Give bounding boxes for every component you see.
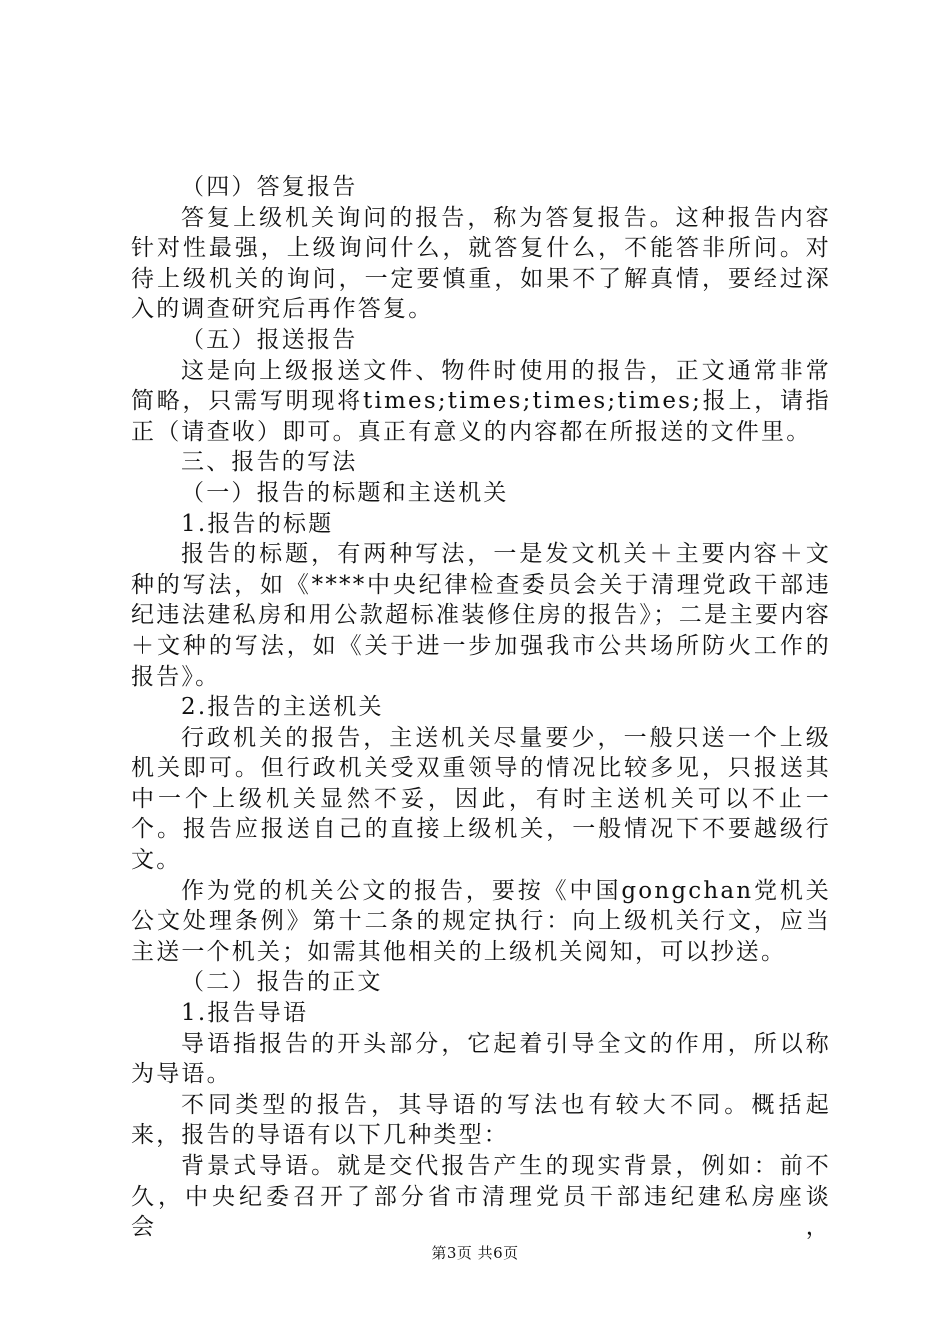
page-footer: 第3页 共6页 [431,1244,519,1262]
section-heading: （二）报告的正文 [181,969,383,996]
body-paragraph: 作为党的机关公文的报告，要按《中国gongchan党机关公文处理条例》第十二条的规定执行：向上级机关行文，应当主送一个机关；如需其他相关的上级机关阅知，可以抄送。 [131,877,831,965]
subsection-heading: 2.报告的主送机关 [181,694,384,721]
section-heading: （一）报告的标题和主送机关 [181,479,509,506]
body-paragraph: 这是向上级报送文件、物件时使用的报告，正文通常非常简略，只需写明现将times;times;times;times;报上，请指正（请查收）即可。真正有意义的内容都在所报送的文件里。 [131,357,831,445]
section-heading: （四）答复报告 [181,174,358,200]
subsection-heading: 1.报告的标题 [181,510,334,537]
section-heading: （五）报送报告 [181,326,358,353]
document-body [131,172,831,1243]
body-paragraph: 背景式导语。就是交代报告产生的现实背景，例如：前不久，中央纪委召开了部分省市清理党员干部违纪建私房座谈会， [131,1153,831,1241]
body-paragraph: 导语指报告的开头部分，它起着引导全文的作用，所以称为导语。 [131,1030,831,1088]
body-paragraph: 不同类型的报告，其导语的写法也有较大不同。概括起来，报告的导语有以下几种类型： [131,1091,831,1149]
subsection-heading: 1.报告导语 [181,1000,309,1027]
chapter-heading: 三、报告的写法 [181,449,358,476]
body-paragraph: 报告的标题，有两种写法，一是发文机关＋主要内容＋文种的写法，如《****中央纪律检查委员会关于清理党政干部违纪违法建私房和用公款超标准装修住房的报告》；二是主要内容＋文种的写法，如《关于进一步加强我市公共场所防火工作的报告》。 [131,541,831,690]
body-paragraph: 行政机关的报告，主送机关尽量要少，一般只送一个上级机关即可。但行政机关受双重领导的情况比较多见，只报送其中一个上级机关显然不妥，因此，有时主送机关可以不止一个。报告应报送自己的直接上级机关，一般情况下不要越级行文。 [131,724,831,874]
body-paragraph: 答复上级机关询问的报告，称为答复报告。这种报告内容针对性最强，上级询问什么，就答复什么，不能答非所问。对待上级机关的询问，一定要慎重，如果不了解真情，要经过深入的调查研究后再作答复。 [131,204,831,323]
